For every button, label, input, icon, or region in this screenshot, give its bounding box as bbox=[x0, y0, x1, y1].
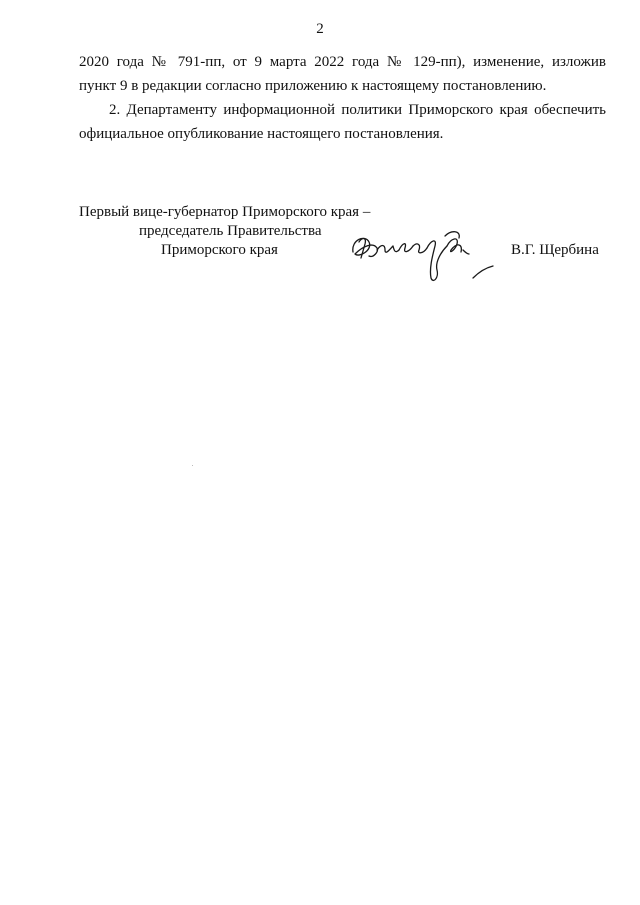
signer-title-line-3: Приморского края bbox=[161, 242, 278, 258]
paragraph-1-line-1: 2020 года № 791-пп, от 9 марта 2022 года № 129-пп), изменение, изложив bbox=[79, 54, 606, 70]
paragraph-2: 2. Департаменту информационной политики Приморского края обеспечить официальное опубликование настоящего постановления. bbox=[79, 102, 606, 142]
page-number: 2 bbox=[316, 21, 324, 37]
paragraph-1-line-2: пункт 9 в редакции согласно приложению к настоящему постановлению. bbox=[79, 78, 547, 94]
scan-speck bbox=[192, 465, 193, 466]
signer-name: В.Г. Щербина bbox=[511, 242, 599, 258]
signer-title-line-2: председатель Правительства bbox=[139, 223, 322, 239]
signer-title-line-1: Первый вице-губернатор Приморского края – bbox=[79, 204, 371, 220]
document-body bbox=[79, 50, 606, 146]
handwritten-signature bbox=[347, 212, 507, 292]
